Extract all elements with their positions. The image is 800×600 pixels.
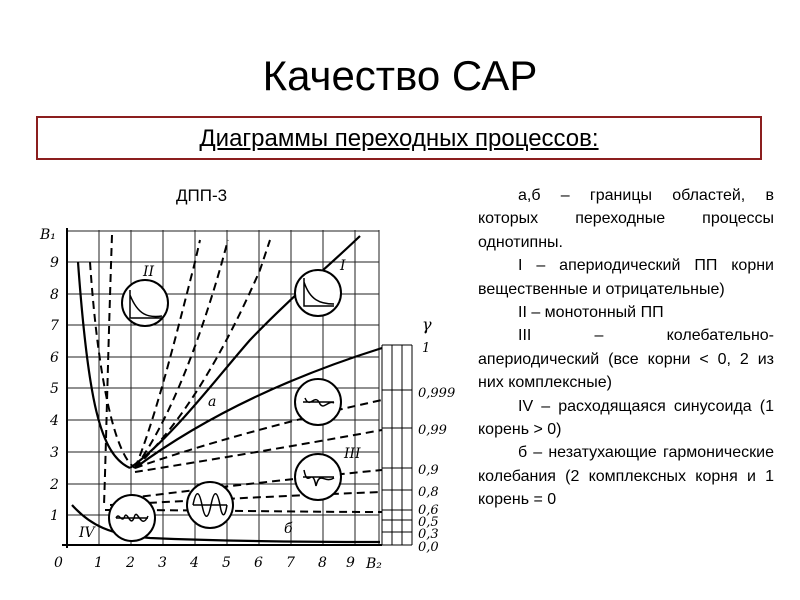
x-tick: 9 bbox=[346, 555, 355, 571]
gamma-tick: 0,999 bbox=[418, 386, 456, 401]
y-tick: 9 bbox=[50, 255, 59, 271]
gamma-tick: 0,8 bbox=[418, 485, 439, 500]
subtitle-text: Диаграммы переходных процессов: bbox=[199, 125, 599, 152]
gamma-tick: 0,6 bbox=[418, 503, 439, 518]
x-tick: 1 bbox=[94, 555, 103, 571]
region-label-iv: IV bbox=[79, 525, 95, 541]
x-axis-label: B₂ bbox=[366, 556, 382, 572]
slide-title: Качество САР bbox=[262, 52, 538, 99]
description-item: II – монотонный ПП bbox=[518, 304, 664, 322]
y-tick: 8 bbox=[50, 287, 59, 303]
x-tick: 3 bbox=[158, 555, 167, 571]
inset-iii-upper bbox=[295, 379, 341, 425]
description-item: б – незатухающие гармонические колебания (2 комплексных корня и 1 корень = 0 bbox=[478, 444, 774, 509]
description-item: III – колебательно-апериодический (все корни < 0, 2 из них комплексные) bbox=[478, 327, 774, 392]
inset-iii bbox=[295, 454, 341, 500]
x-tick: 0 bbox=[54, 555, 63, 571]
inset-i bbox=[295, 270, 341, 316]
gamma-tick: 0,99 bbox=[418, 423, 447, 438]
x-tick: 4 bbox=[190, 555, 199, 571]
x-tick: 5 bbox=[222, 555, 231, 571]
gamma-tick: 0,3 bbox=[418, 527, 439, 542]
region-label-iii: III bbox=[344, 446, 361, 462]
description-item: IV – расходящаяся синусоида (1 корень > 0) bbox=[478, 397, 774, 439]
x-tick: 6 bbox=[254, 555, 263, 571]
y-tick: 1 bbox=[50, 508, 59, 524]
gamma-tick: 1 bbox=[422, 341, 431, 356]
y-axis-label: B₁ bbox=[40, 227, 56, 243]
region-label-ii: II bbox=[143, 264, 155, 280]
x-tick: 2 bbox=[126, 555, 135, 571]
dashed-low-2 bbox=[110, 492, 382, 505]
x-tick: 8 bbox=[318, 555, 327, 571]
curve-label-b: б bbox=[284, 521, 293, 537]
y-tick: 4 bbox=[50, 413, 59, 429]
y-tick: 3 bbox=[50, 445, 59, 461]
x-tick: 7 bbox=[286, 555, 295, 571]
inset-ii bbox=[122, 280, 168, 326]
inset-iv bbox=[109, 495, 155, 541]
description bbox=[478, 184, 774, 512]
gamma-tick: 0,9 bbox=[418, 463, 439, 478]
y-tick: 5 bbox=[50, 381, 59, 397]
description-item: I – апериодический ПП корни вещественные и отрицательные) bbox=[478, 257, 774, 298]
description-item: а,б – границы областей, в которых переходные процессы однотипны. bbox=[478, 187, 774, 251]
dashed-vertical-left bbox=[104, 235, 112, 505]
inset-neutral bbox=[187, 482, 233, 528]
gamma-scale bbox=[382, 345, 412, 545]
gamma-tick: 0,0 bbox=[418, 540, 439, 555]
curve-a-left bbox=[78, 262, 130, 468]
y-tick: 7 bbox=[50, 318, 59, 334]
region-label-i: I bbox=[340, 258, 346, 274]
y-tick: 2 bbox=[50, 477, 59, 493]
gamma-label: γ bbox=[422, 315, 432, 334]
figure-label: ДПП-3 bbox=[176, 186, 228, 205]
curve-label-a: а bbox=[208, 394, 217, 410]
y-tick: 6 bbox=[50, 350, 59, 366]
gamma-tick: 0,5 bbox=[418, 515, 439, 530]
